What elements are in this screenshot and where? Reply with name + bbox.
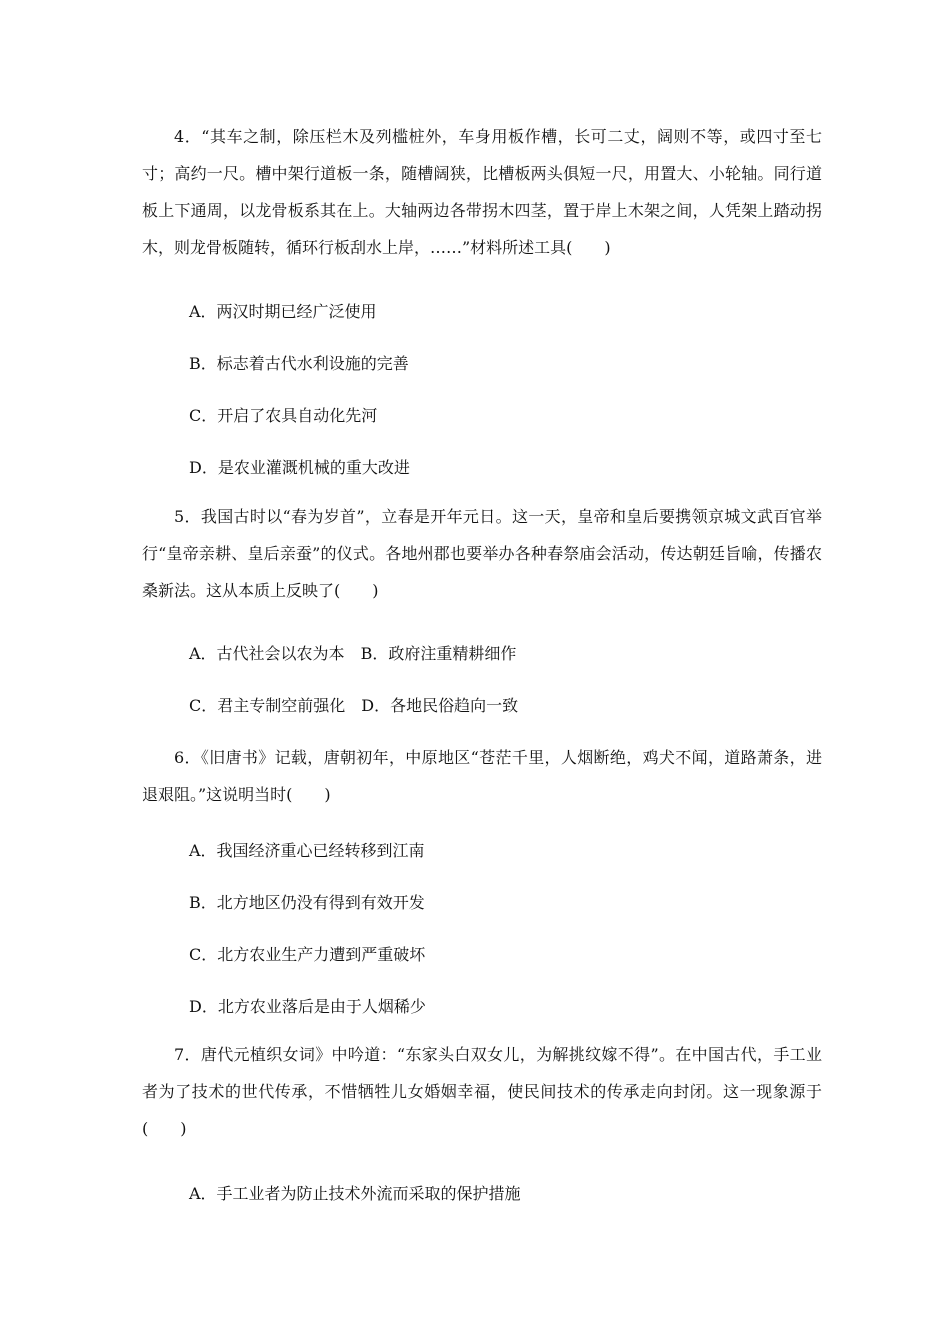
question-5-option-d: D．各地民俗趋向一致	[361, 696, 519, 715]
question-5-options-row-2	[189, 696, 809, 716]
question-4-option-a: A．两汉时期已经广泛使用	[189, 302, 377, 321]
question-5-option-b: B．政府注重精耕细作	[360, 644, 517, 663]
question-6-option-b: B．北方地区仍没有得到有效开发	[189, 893, 425, 912]
question-4-option-b: B．标志着古代水利设施的完善	[189, 354, 409, 373]
question-5-option-a: A．古代社会以农为本	[189, 644, 345, 663]
question-7-stem: 7．唐代元植织女词》中吟道：“东家头白双女儿，为解挑纹嫁不得”。在中国古代，手工业者为了技术的世代传承，不惜牺牲儿女婚姻幸福，使民间技术的传承走向封闭。这一现象源于( )	[142, 1045, 822, 1138]
question-4-option-c: C．开启了农具自动化先河	[189, 406, 378, 425]
question-7-option-a: A．手工业者为防止技术外流而采取的保护措施	[189, 1184, 521, 1203]
question-4-option-d: D．是农业灌溉机械的重大改进	[189, 458, 410, 477]
question-5-stem: 5．我国古时以“春为岁首”，立春是开年元日。这一天，皇帝和皇后要携领京城文武百官举行“皇帝亲耕、皇后亲蚕”的仪式。各地州郡也要举办各种春祭庙会活动，传达朝廷旨喻，传播农桑新法。这从本质上反映了( )	[142, 507, 822, 600]
question-6-option-a: A．我国经济重心已经转移到江南	[189, 841, 425, 860]
question-5-option-c: C．君主专制空前强化	[189, 696, 346, 715]
question-4-stem: 4．“其车之制，除压栏木及列槛桩外，车身用板作槽，长可二丈，阔则不等，或四寸至七寸；高约一尺。槽中架行道板一条，随槽阔狭，比槽板两头俱短一尺，用置大、小轮轴。同行道板上下通周，以龙骨板系其在上。大轴两边各带拐木四茎，置于岸上木架之间，人凭架上踏动拐木，则龙骨板随转，循环行板刮水上岸，……”材料所述工具( )	[142, 127, 822, 257]
question-6-stem: 6．《旧唐书》记载，唐朝初年，中原地区“苍茫千里，人烟断绝，鸡犬不闻，道路萧条，进退艰阻。”这说明当时( )	[142, 748, 822, 804]
question-5-options-row-1	[189, 644, 809, 664]
question-6-option-d: D．北方农业落后是由于人烟稀少	[189, 997, 426, 1016]
question-6-option-c: C．北方农业生产力遭到严重破坏	[189, 945, 426, 964]
